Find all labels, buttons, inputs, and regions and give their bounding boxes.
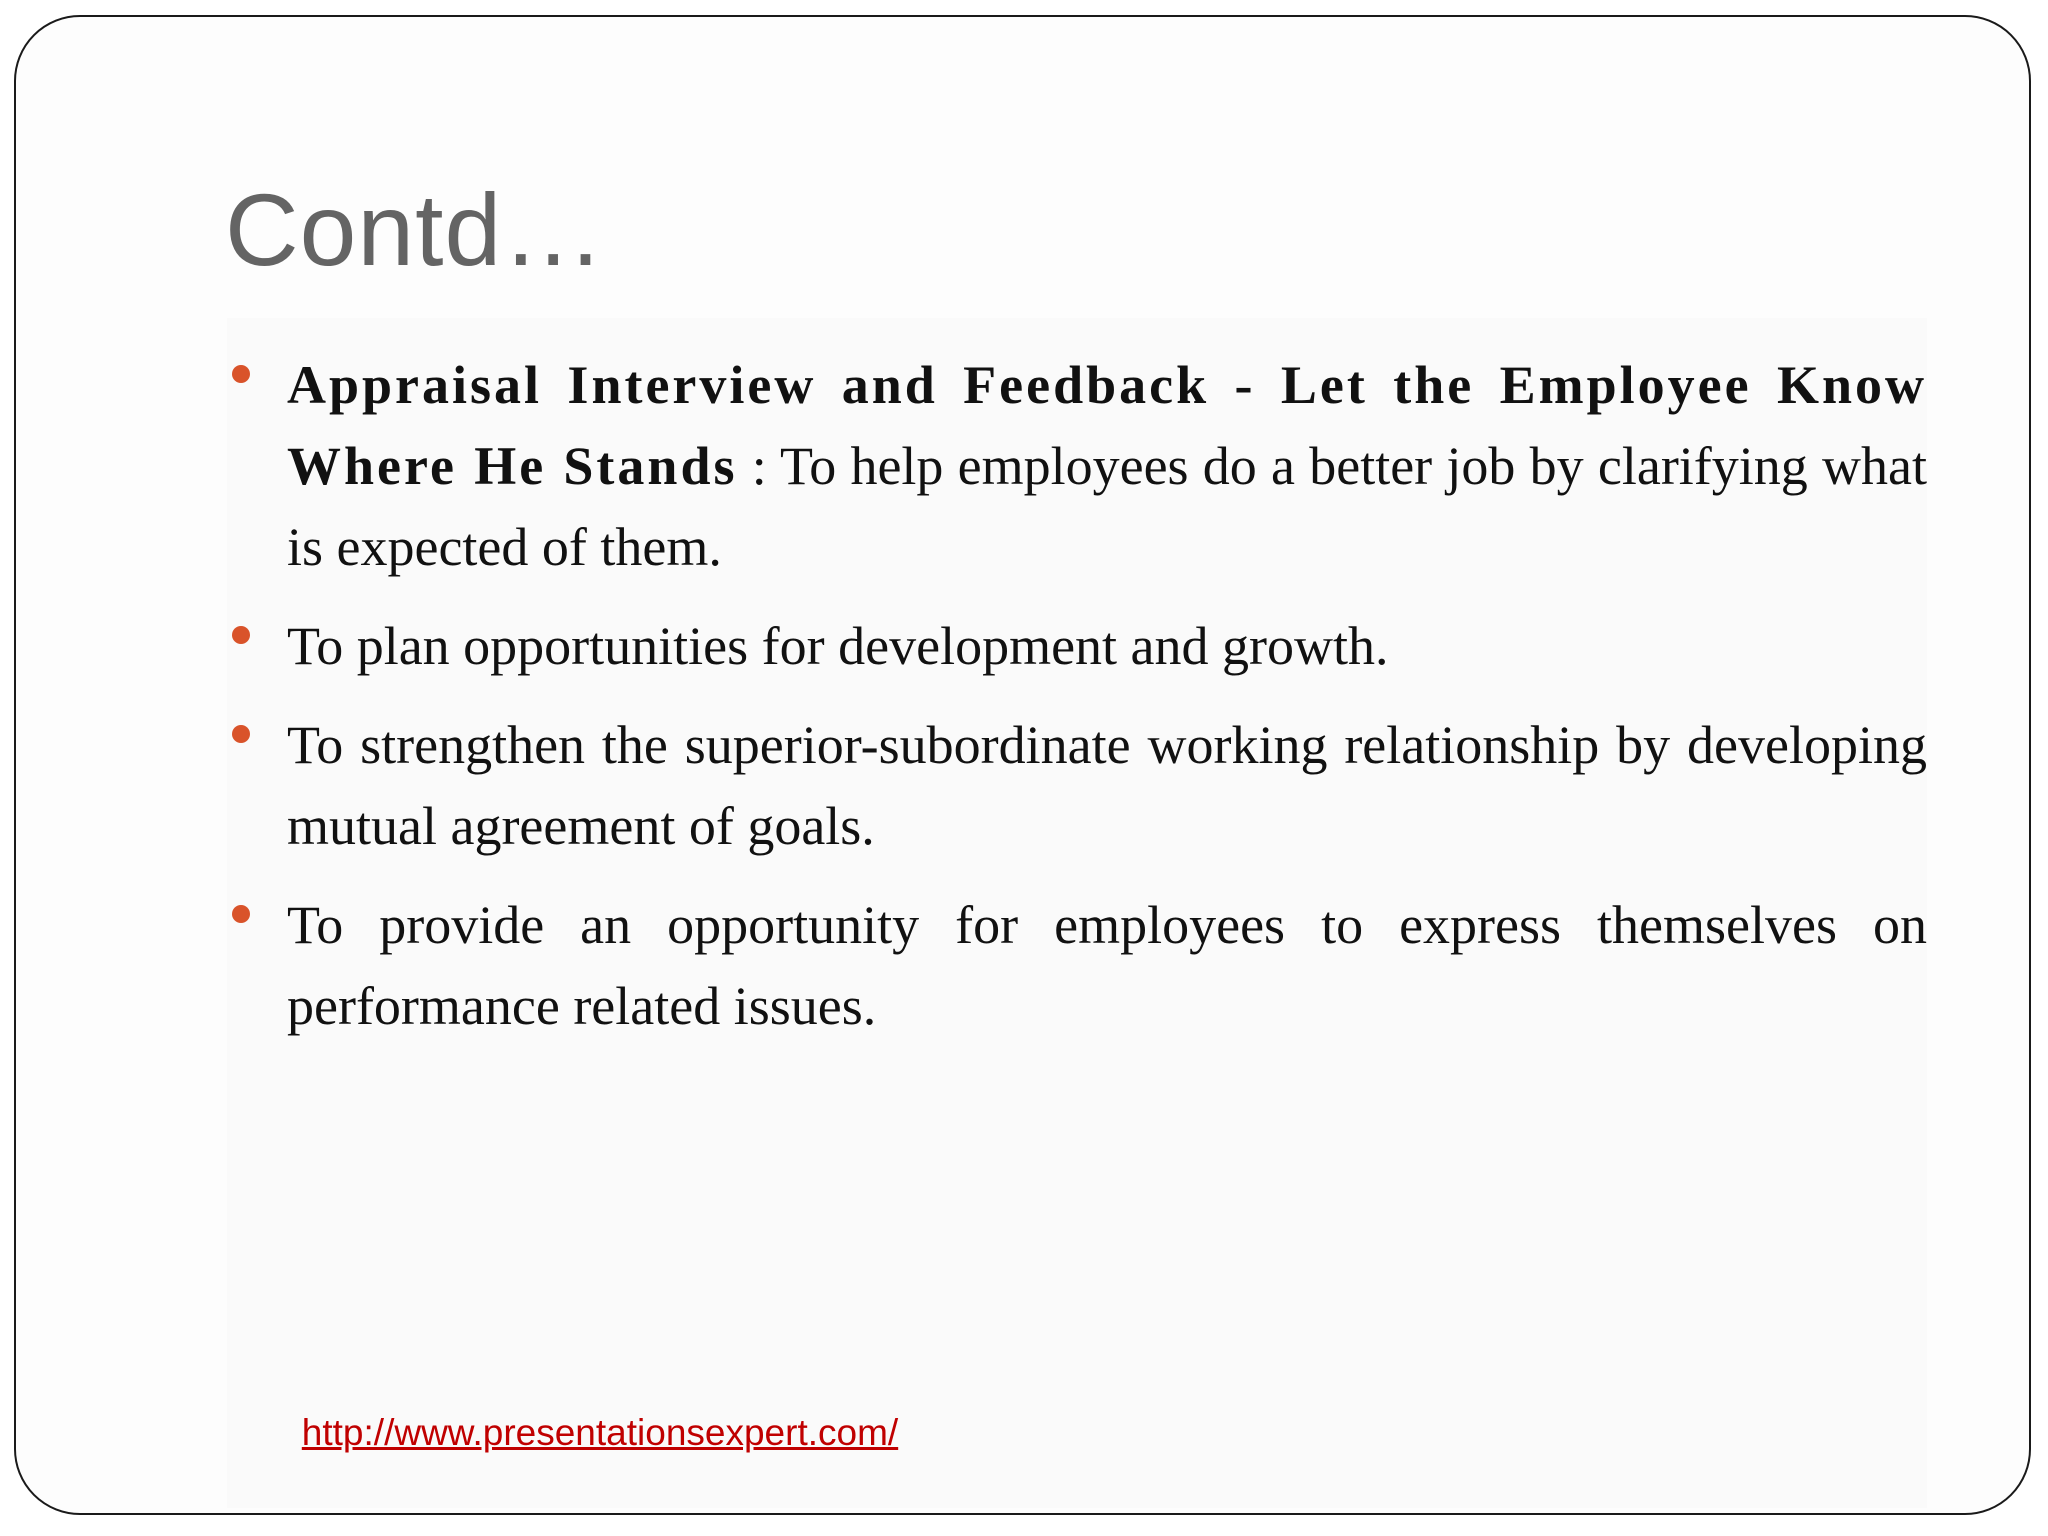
bullet-text: To plan opportunities for development and growth.	[287, 616, 1389, 676]
bullet-dot-icon	[232, 905, 250, 923]
bullet-lead-text: Appraisal Interview and Feedback - Let the Employee Know Where He Stands	[287, 355, 1927, 496]
bullet-dot-icon	[232, 626, 250, 644]
bullet-item-appraisal-interview	[232, 345, 1927, 588]
bullet-list	[232, 345, 1927, 1065]
bullet-text: : To help employees do a better job by clarifying what is expected of them.	[287, 436, 1927, 577]
slide-title: Contd…	[225, 173, 606, 287]
bullet-item-plan-opportunities	[232, 606, 1927, 687]
bullet-item-provide-opportunity	[232, 885, 1927, 1047]
source-link[interactable]: http://www.presentationsexpert.com/	[301, 1412, 899, 1453]
bullet-text: To strengthen the superior-subordinate working relationship by developing mutual agreement of goals.	[287, 715, 1927, 856]
bullet-dot-icon	[232, 365, 250, 383]
bullet-dot-icon	[232, 725, 250, 743]
bullet-text: To provide an opportunity for employees to express themselves on performance related issues.	[287, 895, 1927, 1036]
bullet-item-strengthen-relationship	[232, 705, 1927, 867]
